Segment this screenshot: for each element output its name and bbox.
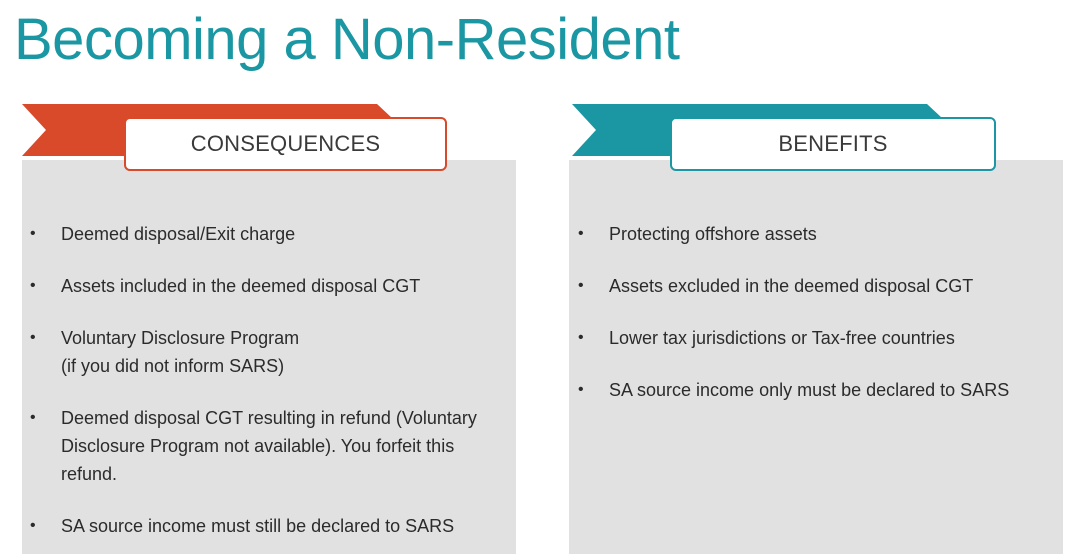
list-item-text: Protecting offshore assets bbox=[609, 224, 817, 244]
bullet-icon: • bbox=[578, 277, 584, 294]
consequences-list bbox=[30, 220, 508, 554]
benefits-heading-label: BENEFITS bbox=[778, 131, 888, 156]
list-item bbox=[578, 324, 1058, 352]
list-item bbox=[578, 220, 1058, 248]
bullet-icon: • bbox=[578, 329, 584, 346]
page-title: Becoming a Non-Resident bbox=[14, 7, 680, 72]
list-item-text: Deemed disposal/Exit charge bbox=[61, 224, 296, 244]
list-item bbox=[30, 512, 508, 540]
list-item bbox=[30, 404, 508, 488]
consequences-heading-label: CONSEQUENCES bbox=[190, 131, 381, 156]
bullet-icon: • bbox=[30, 277, 36, 294]
list-item-text: refund. bbox=[61, 464, 118, 484]
list-item bbox=[578, 376, 1058, 404]
list-item-text: Disclosure Program not available). You forfeit this bbox=[61, 436, 455, 456]
benefits-list bbox=[578, 220, 1058, 428]
list-item bbox=[30, 324, 508, 380]
list-item bbox=[30, 220, 508, 248]
list-item bbox=[30, 272, 508, 300]
list-item-text: Deemed disposal CGT resulting in refund (Voluntary bbox=[61, 408, 477, 428]
bullet-icon: • bbox=[30, 225, 36, 242]
bullet-icon: • bbox=[30, 329, 36, 346]
list-item-text: SA source income only must be declared to SARS bbox=[609, 380, 1010, 400]
list-item-text: Assets excluded in the deemed disposal CGT bbox=[609, 276, 974, 296]
bullet-icon: • bbox=[578, 225, 584, 242]
bullet-icon: • bbox=[578, 381, 584, 398]
list-item-text: SA source income must still be declared to SARS bbox=[61, 516, 455, 536]
bullet-icon: • bbox=[30, 517, 36, 534]
benefits-heading bbox=[670, 117, 996, 171]
bullet-icon: • bbox=[30, 409, 36, 426]
list-item-text: (if you did not inform SARS) bbox=[61, 356, 285, 376]
consequences-heading bbox=[124, 117, 447, 171]
list-item-text: Voluntary Disclosure Program bbox=[61, 328, 300, 348]
list-item-text: Lower tax jurisdictions or Tax-free countries bbox=[609, 328, 955, 348]
list-item-text: Assets included in the deemed disposal CGT bbox=[61, 276, 421, 296]
list-item bbox=[578, 272, 1058, 300]
